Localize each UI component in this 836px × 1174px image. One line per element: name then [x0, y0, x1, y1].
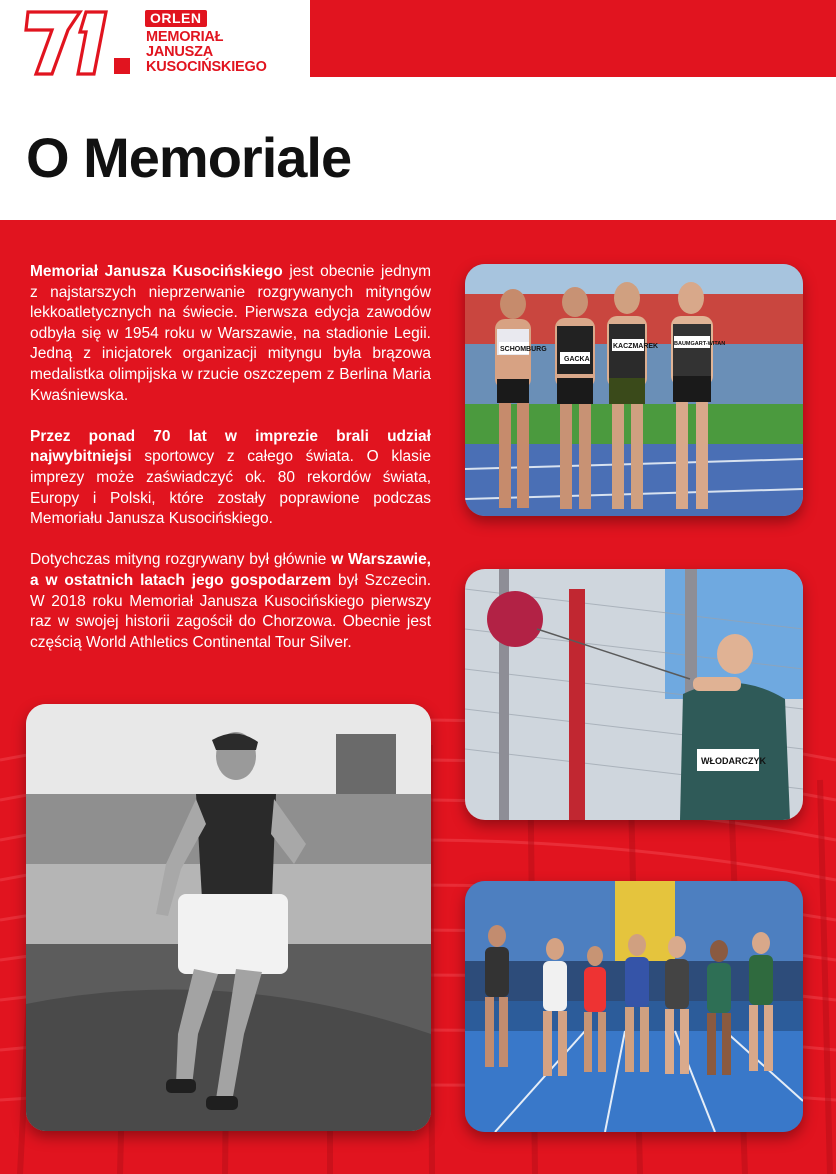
photo-hammer-throw — [465, 569, 803, 820]
paragraph-history — [30, 262, 431, 406]
memorial-name-bold: Memoriał Janusza Kusocińskiego — [30, 263, 283, 280]
bib-4: BAUMGART-WITAN — [674, 341, 726, 347]
venues-highlight: w Warszawie, a w ostatnich latach jego gospodarzem — [30, 551, 431, 589]
photo-runners — [465, 881, 803, 1132]
paragraph-venues — [30, 550, 431, 653]
bib-2: GACKA — [564, 356, 590, 363]
paragraph-venues-text: był Szczecin. W 2018 roku Memoriał Janusza Kusocińskiego pierwszy raz w swojej historii zagościł do Chorzowa. Obecnie jest częścią World Athletics Continental Tour Silver. — [30, 571, 432, 651]
athletes-highlight: Przez ponad 70 lat w imprezie brali udział najwybitniejsi — [30, 427, 431, 466]
logo-text-line3: KUSOCIŃSKIEGO — [146, 59, 267, 75]
top-red-bar — [310, 0, 836, 77]
logo-71-mark — [24, 8, 140, 78]
logo-text-line1: MEMORIAŁ — [146, 29, 224, 45]
bib-1: SCHOMBURG — [500, 346, 547, 353]
paragraph-athletes — [30, 427, 431, 530]
logo-orlen-badge: ORLEN — [145, 10, 207, 27]
bib-3: KACZMAREK — [613, 343, 659, 350]
paragraph-venues-start: Dotychczas mityng rozgrywany był głównie — [30, 551, 332, 569]
paragraph-history-text: jest obecnie jednym z najstarszych nieprzerwanie rozgrywanych mityngów lekkoatletycznych na świecie. Pierwsza edycja zawodów odbyła się w 1954 roku w Warszawie, na stadionie Legii. Jedną z inicjatorek organizacji mityngu była brązowa medalistka olimpijska w rzucie oszczepem z Berlina Maria Kwaśniewska. — [30, 263, 432, 404]
bib-hammer: WŁODARCZYK — [701, 756, 766, 766]
memorial-logo[interactable] — [24, 8, 294, 80]
photo-women-athletes — [465, 264, 803, 516]
header — [0, 0, 836, 220]
photo-historic-runner — [26, 704, 431, 1131]
page-title: O Memoriale — [26, 126, 352, 189]
paragraph-athletes-text: sportowcy z całego świata. O klasie imprezy może zaświadczyć ok. 80 rekordów świata, Europy i Polski, które zostały poprawione podczas Memoriału Janusza Kusocińskiego. — [30, 448, 431, 528]
logo-text-line2: JANUSZA — [146, 44, 214, 60]
description-text — [30, 262, 431, 674]
